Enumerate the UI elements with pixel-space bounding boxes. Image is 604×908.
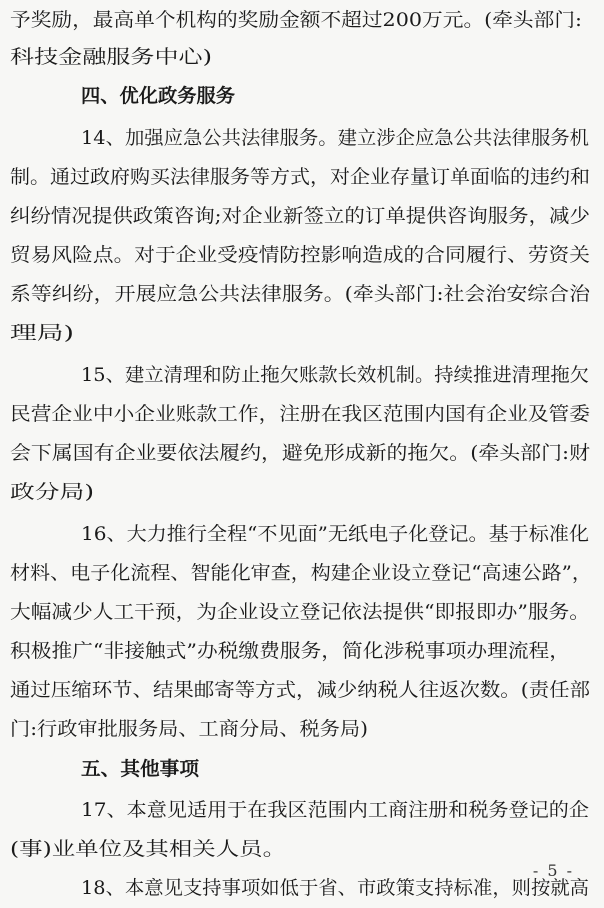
text-line-content: 贸易风险点。对于企业受疫情防控影响造成的合同履行、劳资关 bbox=[10, 244, 590, 266]
paragraph-14-line-3 bbox=[0, 196, 604, 236]
section-heading-text: 五、其他事项 bbox=[81, 758, 199, 780]
section-heading-4 bbox=[0, 76, 604, 116]
text-line-content: 积极推广“非接触式”办税缴费服务，简化涉税事项办理流程， bbox=[10, 640, 570, 662]
paragraph-18-line-1 bbox=[0, 868, 604, 908]
paragraph-16-line-4 bbox=[0, 631, 604, 671]
text-line-1 bbox=[0, 0, 604, 40]
text-line-content: 14、加强应急公共法律服务。建立涉企应急公共法律服务机 bbox=[81, 127, 589, 149]
text-line-content: 科技金融服务中心) bbox=[10, 46, 212, 68]
text-line-content: 会下属国有企业要依法履约，避免形成新的拖欠。(牵头部门:财 bbox=[10, 442, 590, 464]
paragraph-15-line-3 bbox=[0, 433, 604, 473]
text-line-content: 理局) bbox=[10, 322, 74, 344]
paragraph-14-line-4 bbox=[0, 235, 604, 275]
text-line-content: (事)业单位及其相关人员。 bbox=[10, 838, 286, 860]
text-line-content: 门:行政审批服务局、工商分局、税务局) bbox=[10, 718, 368, 740]
paragraph-15-line-2 bbox=[0, 394, 604, 434]
text-line-content: 政分局) bbox=[10, 481, 94, 503]
paragraph-14-line-2 bbox=[0, 157, 604, 197]
text-line-content: 16、大力推行全程“不见面”无纸电子化登记。基于标准化 bbox=[81, 523, 589, 545]
paragraph-17-line-2 bbox=[0, 829, 604, 869]
text-line-content: 系等纠纷，开展应急公共法律服务。(牵头部门:社会治安综合治 bbox=[10, 283, 590, 305]
text-line-content: 材料、电子化流程、智能化审查，构建企业设立登记“高速公路”， bbox=[10, 562, 592, 584]
text-line-content: 18、本意见支持事项如低于省、市政策支持标准，则按就高 bbox=[81, 877, 589, 899]
text-line-content: 制。通过政府购买法律服务等方式，对企业存量订单面临的违约和 bbox=[10, 166, 590, 188]
section-heading-text: 四、优化政务服务 bbox=[81, 85, 235, 107]
paragraph-14-line-5 bbox=[0, 274, 604, 314]
paragraph-15-line-4 bbox=[0, 472, 604, 512]
text-line-content: 17、本意见适用于在我区范围内工商注册和税务登记的企 bbox=[81, 799, 589, 821]
paragraph-16-line-5 bbox=[0, 670, 604, 710]
text-line-content: 纠纷情况提供政策咨询;对企业新签立的订单提供咨询服务，减少 bbox=[10, 205, 590, 227]
text-line-content: 通过压缩环节、结果邮寄等方式，减少纳税人往返次数。(责任部 bbox=[10, 679, 590, 701]
text-line-content: 15、建立清理和防止拖欠账款长效机制。持续推进清理拖欠 bbox=[81, 364, 589, 386]
paragraph-16-line-2 bbox=[0, 553, 604, 593]
text-line-2 bbox=[0, 37, 604, 77]
paragraph-16-line-1 bbox=[0, 514, 604, 554]
paragraph-15-line-1 bbox=[0, 355, 604, 395]
section-heading-5 bbox=[0, 749, 604, 789]
text-line-content: 大幅减少人工干预，为企业设立登记依法提供“即报即办”服务。 bbox=[10, 601, 590, 623]
paragraph-14-line-1 bbox=[0, 118, 604, 158]
text-line-content: 民营企业中小企业账款工作，注册在我区范围内国有企业及管委 bbox=[10, 403, 590, 425]
text-line-content: 予奖励，最高单个机构的奖励金额不超过200万元。(牵头部门: bbox=[10, 9, 582, 31]
paragraph-17-line-1 bbox=[0, 790, 604, 830]
paragraph-16-line-6 bbox=[0, 709, 604, 749]
paragraph-16-line-3 bbox=[0, 592, 604, 632]
page-number: - 5 - bbox=[532, 861, 574, 880]
paragraph-14-line-6 bbox=[0, 313, 604, 353]
